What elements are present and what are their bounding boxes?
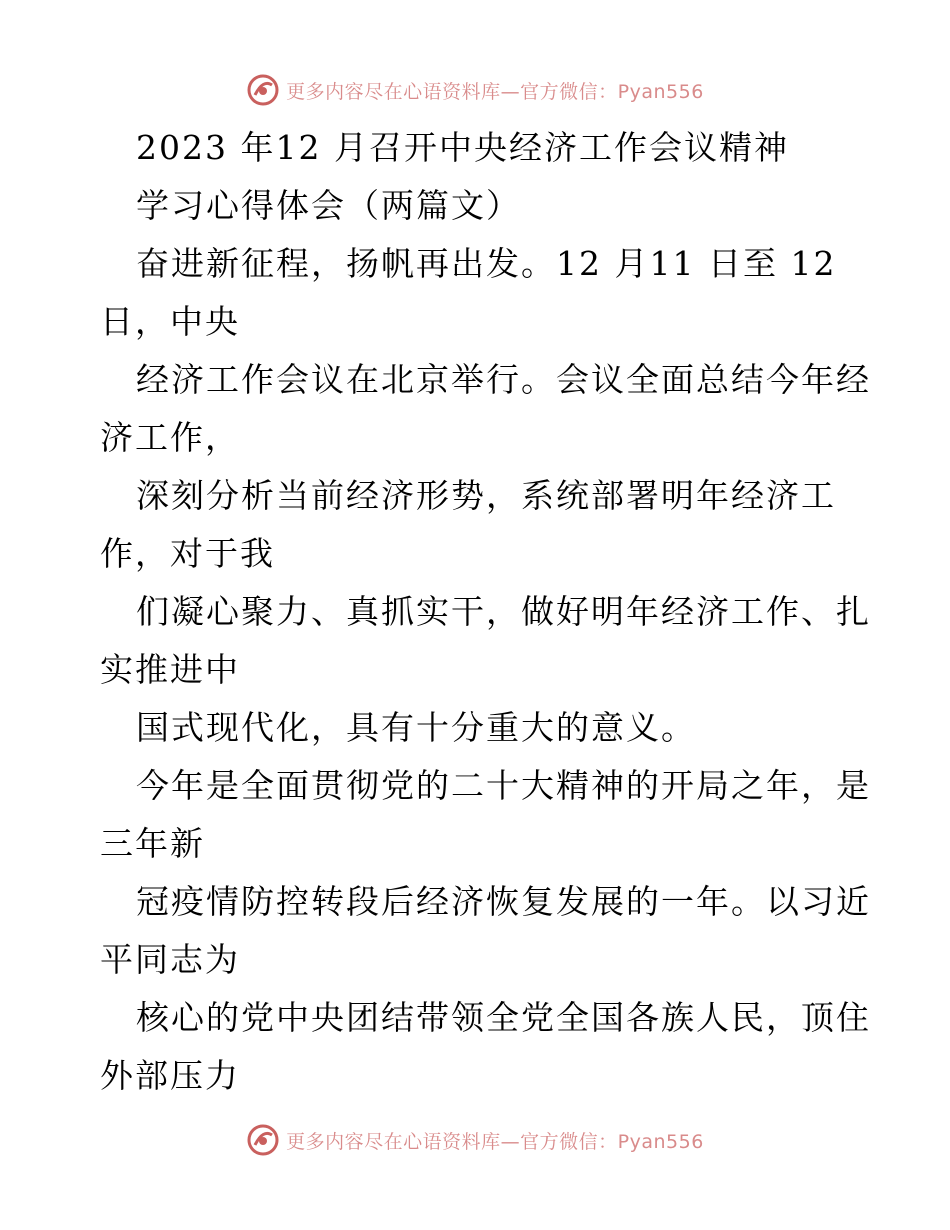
paragraph-line: 冠疫情防控转段后经济恢复发展的一年。以习近 xyxy=(136,882,871,921)
header-watermark xyxy=(0,70,950,110)
header-watermark-text: 更多内容尽在心语资料库—官方微信：Pyan556 xyxy=(286,80,704,103)
paragraph-line: 作，对于我 xyxy=(100,534,275,573)
paragraph-line: 实推进中 xyxy=(100,650,240,689)
paragraph-line: 经济工作会议在北京举行。会议全面总结今年经 xyxy=(136,360,871,399)
paragraph-line: 三年新 xyxy=(100,824,205,863)
document-title-line-2: 学习心得体会（两篇文） xyxy=(136,186,521,225)
paragraph-line: 核心的党中央团结带领全党全国各族人民，顶住 xyxy=(136,998,871,1037)
document-title-line-1: 2023 年12 月召开中央经济工作会议精神 xyxy=(136,128,789,167)
paragraph-line: 国式现代化，具有十分重大的意义。 xyxy=(136,708,696,747)
footer-watermark xyxy=(0,1120,950,1160)
paragraph-line: 日，中央 xyxy=(100,302,240,341)
paragraph-line: 奋进新征程，扬帆再出发。12 月11 日至 12 xyxy=(136,244,837,283)
brand-logo-icon xyxy=(246,73,280,107)
paragraph-line: 深刻分析当前经济形势，系统部署明年经济工 xyxy=(136,476,836,515)
paragraph-line: 们凝心聚力、真抓实干，做好明年经济工作、扎 xyxy=(136,592,871,631)
brand-logo-icon xyxy=(246,1123,280,1157)
footer-watermark-text: 更多内容尽在心语资料库—官方微信：Pyan556 xyxy=(286,1130,704,1153)
paragraph-line: 济工作， xyxy=(100,418,240,457)
paragraph-line: 外部压力 xyxy=(100,1056,240,1095)
paragraph-line: 今年是全面贯彻党的二十大精神的开局之年，是 xyxy=(136,766,871,805)
paragraph-line: 平同志为 xyxy=(100,940,240,979)
